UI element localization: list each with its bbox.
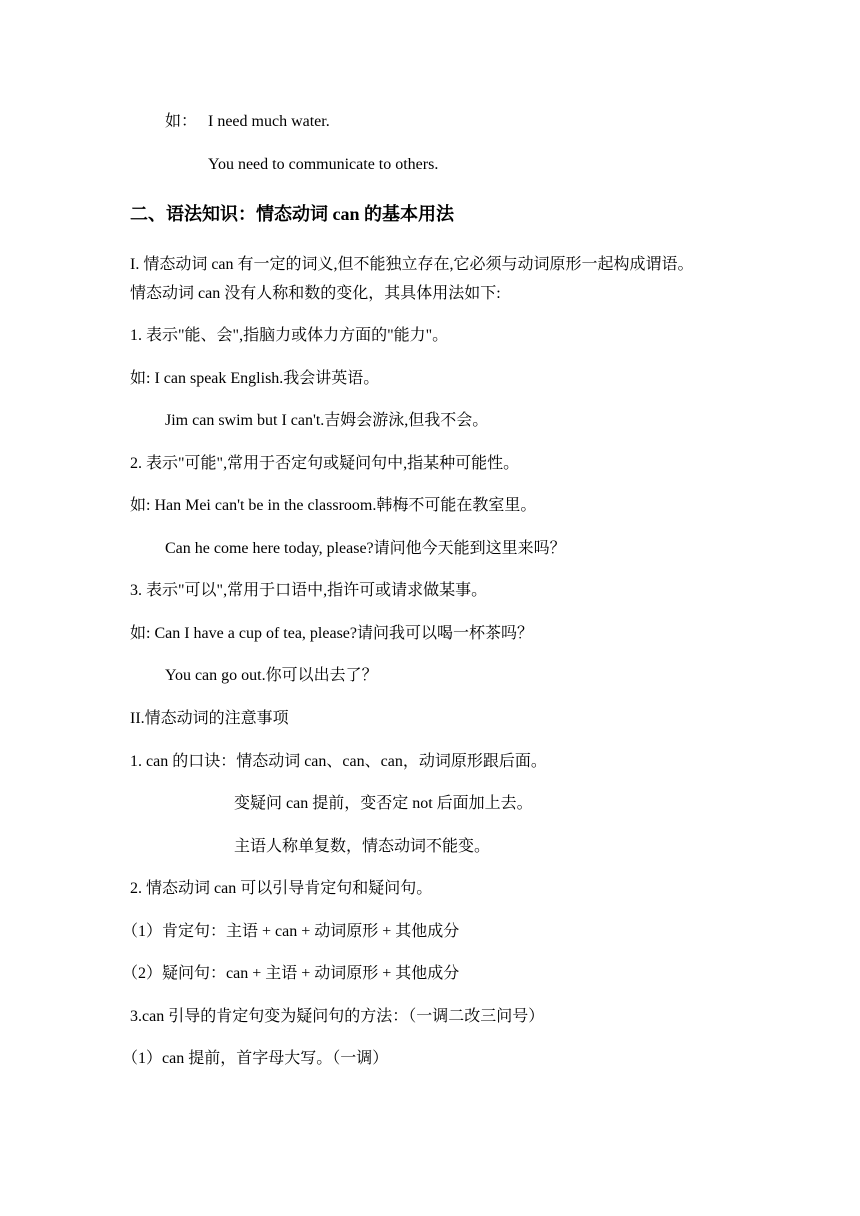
formula-line: （2）疑问句：can + 主语 + 动词原形 + 其他成分: [122, 965, 460, 982]
example-sentence: Can he come here today, please?请问他今天能到这里来吗？: [165, 540, 566, 557]
point-item: 3.can 引导的肯定句变为疑问句的方法：（一调二改三问号）: [130, 1008, 545, 1025]
rhyme-line: 变疑问 can 提前，变否定 not 后面加上去。: [234, 795, 533, 812]
example-sentence: 如: I can speak English.我会讲英语。: [130, 370, 380, 387]
usage-item: 3. 表示"可以",常用于口语中,指许可或请求做某事。: [130, 582, 488, 599]
example-sentence: Jim can swim but I can't.吉姆会游泳,但我不会。: [165, 412, 489, 429]
section-heading: 二、语法知识：情态动词 can 的基本用法: [130, 204, 454, 224]
step-line: （1）can 提前，首字母大写。（一调）: [122, 1050, 389, 1067]
example-sentence: 如: Han Mei can't be in the classroom.韩梅不可能在教室里。: [130, 497, 537, 514]
example-label: 如：: [165, 113, 198, 130]
example-sentence: You can go out.你可以出去了？: [165, 667, 378, 684]
formula-line: （1）肯定句：主语 + can + 动词原形 + 其他成分: [122, 923, 460, 940]
point-item: 2. 情态动词 can 可以引导肯定句和疑问句。: [130, 880, 433, 897]
usage-item: 1. 表示"能、会",指脑力或体力方面的"能力"。: [130, 327, 449, 344]
example-sentence: 如: Can I have a cup of tea, please?请问我可以喝一杯茶吗？: [130, 625, 534, 642]
paragraph-line: 情态动词 can 没有人称和数的变化，其具体用法如下:: [130, 285, 501, 302]
rhyme-line: 主语人称单复数，情态动词不能变。: [234, 838, 491, 855]
paragraph-line: I. 情态动词 can 有一定的词义,但不能独立存在,它必须与动词原形一起构成谓语。: [130, 256, 694, 273]
example-sentence: I need much water.: [208, 113, 330, 130]
usage-item: 2. 表示"可能",常用于否定句或疑问句中,指某种可能性。: [130, 455, 520, 472]
rhyme-line: 1. can 的口诀：情态动词 can、can、can，动词原形跟后面。: [130, 753, 547, 770]
subsection-title: II.情态动词的注意事项: [130, 710, 289, 727]
example-sentence: You need to communicate to others.: [208, 156, 439, 173]
